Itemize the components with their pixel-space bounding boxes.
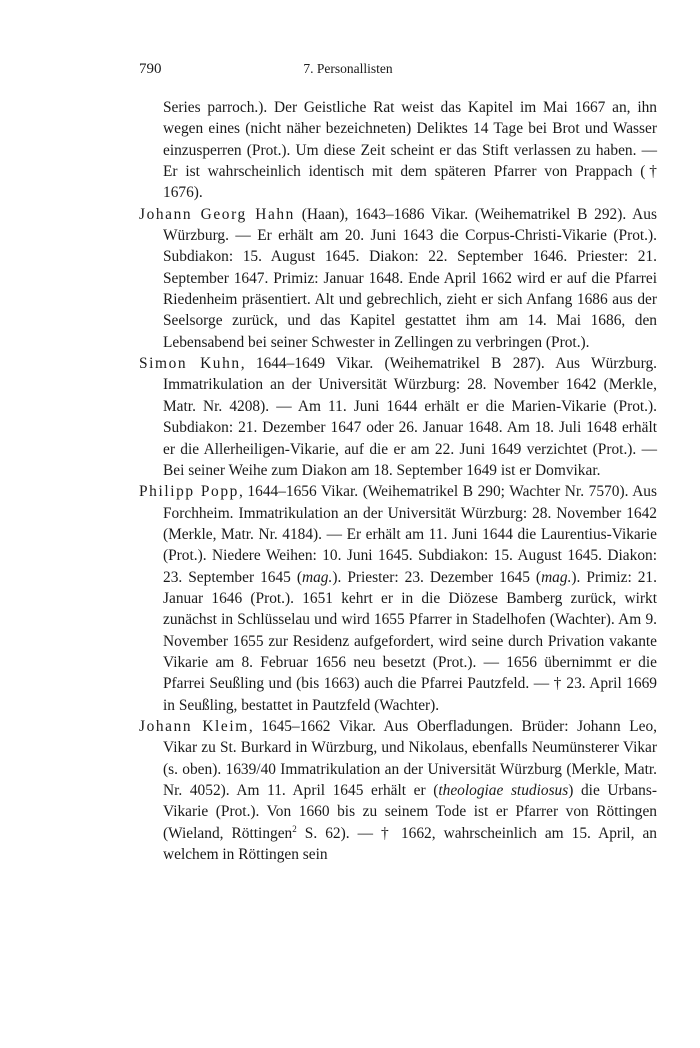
- person-name: Simon Kuhn: [139, 355, 241, 373]
- entry-text: Series parroch.). Der Geistliche Rat weist das Kapitel im Mai 1667 an, ihn wegen eines (nicht näher bezeichneten) Deliktes 14 Tage bei Brot und Wasser einzusperren (Prot.). Um diese Zeit scheint er das Stift verlassen zu haben. — Er ist wahrscheinlich identisch mit dem späteren Pfarrer von Prappach († 1676).: [163, 99, 657, 202]
- entry-text: , 1644–1649 Vikar. (Weihematrikel B 287). Aus Würzburg. Immatrikulation an der Universität Würzburg: 28. November 1642 (Merkle, Matr. Nr. 4208). — Am 11. Juni 1644 erhält er die Marien-Vikarie (Prot.). Subdiakon: 21. Dezember 1647 oder 26. Januar 1648. Am 18. Juli 1648 erhält er die Allerheiligen-Vikarie, auf die er am 22. Juni 1649 verzichtet (Prot.). — Bei seiner Weihe zum Diakon am 18. September 1649 ist er Domvikar.: [163, 355, 657, 479]
- person-name: Johann Kleim: [139, 717, 249, 735]
- entry-simon-kuhn: [139, 353, 657, 481]
- entry-text: S. 62). — † 1662, wahrscheinlich am 15. April, an welchem in Röttingen sein: [163, 824, 657, 864]
- running-head: 7. Personallisten: [303, 61, 393, 76]
- person-name: Philipp Popp: [139, 483, 239, 501]
- entry-johann-georg-hahn: [139, 204, 657, 353]
- entry-text: ). Priester: 23. Dezember 1645 (: [332, 568, 542, 586]
- italic-term: mag.: [541, 568, 572, 586]
- entry-text: ). Primiz: 21. Januar 1646 (Prot.). 1651 kehrt er in die Diözese Bamberg zurück, wirkt zunächst in Schlüsselau und wird 1655 Pfarrer in Stadelhofen (Wachter). Am 9. November 1655 zur Residenz aufgefordert, wird seine durch Privation vakante Vikarie am 8. Februar 1656 neu besetzt (Prot.). — 1656 übernimmt er die Pfarrei Seußling und (bis 1663) auch die Pfarrei Pautzfeld. — † 23. April 1669 in Seußling, bestattet in Pautzfeld (Wachter).: [163, 568, 657, 714]
- superscript: 2: [292, 823, 297, 834]
- entry-continuation: [139, 97, 657, 204]
- entry-philipp-popp: [139, 481, 657, 716]
- page-number: 790: [139, 61, 162, 77]
- entry-text: (Haan), 1643–1686 Vikar. (Weihematrikel B 292). Aus Würzburg. — Er erhält am 20. Juni 1643 die Corpus-Christi-Vikarie (Prot.). Subdiakon: 15. August 1645. Diakon: 22. September 1646. Priester: 21. September 1647. Primiz: Januar 1648. Ende April 1662 wird er auf die Pfarrei Riedenheim präsentiert. Alt und gebrechlich, zieht er sich Anfang 1686 aus der Seelsorge zurück, und das Kapitel gestattet ihm am 14. Mai 1686, den Lebensabend bei seiner Schwester in Zellingen zu verbringen (Prot.).: [163, 205, 657, 351]
- entry-text: , 1645–1662 Vikar. Aus Oberfladungen. Brüder: Johann Leo, Vikar zu St. Burkard in Würzburg, und Nikolaus, ebenfalls Neumünsterer Vikar (s. oben). 1639/40 Immatrikulation an der Universität Würzburg (Merkle, Matr. Nr. 4052). Am 11. April 1645 erhält er (: [163, 717, 657, 799]
- text-block: [139, 97, 657, 865]
- entry-text: , 1644–1656 Vikar. (Weihematrikel B 290; Wachter Nr. 7570). Aus Forchheim. Immatrikulation an der Universität Würzburg: 28. November 1642 (Merkle, Matr. Nr. 4184). — Er erhält am 11. Juni 1644 die Laurentius-Vikarie (Prot.). Niedere Weihen: 10. Juni 1645. Subdiakon: 15. August 1645. Diakon: 23. September 1645 (: [163, 483, 657, 586]
- entry-johann-kleim: [139, 716, 657, 865]
- entry-text: ) die Urbans-Vikarie (Prot.). Von 1660 bis zu seinem Tode ist er Pfarrer von Röttingen (Wieland, Röttingen: [163, 782, 657, 842]
- italic-term: mag.: [302, 568, 333, 586]
- italic-term: theologiae studiosus: [438, 782, 569, 799]
- page-header: [139, 61, 557, 83]
- person-name: Johann Georg Hahn: [139, 205, 295, 223]
